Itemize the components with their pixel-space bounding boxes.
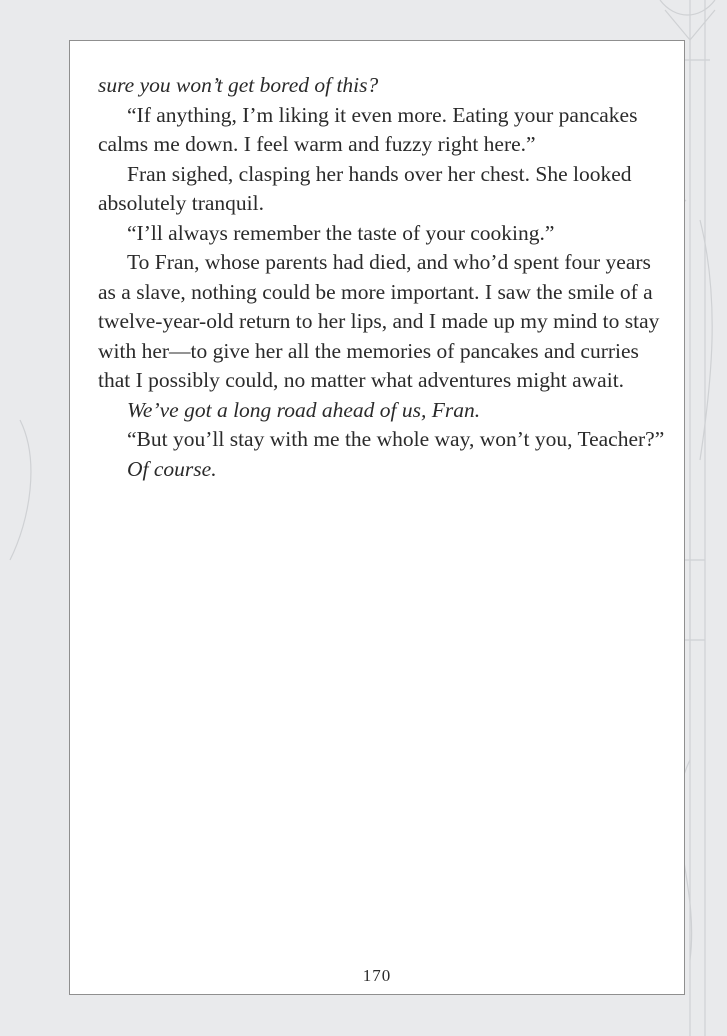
paragraph: We’ve got a long road ahead of us, Fran. <box>127 397 481 422</box>
paragraph: “But you’ll stay with me the whole way, won’t you, Teacher?” <box>127 427 665 451</box>
page-number: 170 <box>362 966 392 985</box>
paragraph: “I’ll always remember the taste of your cooking.” <box>127 220 555 245</box>
paragraph: To Fran, whose parents had died, and who’d spent four years as a slave, nothing could be more important. I saw the smile of a twelve-year-old return to her lips, and I made up my mind to stay with her—to give her all the memories of pancakes and curries that I possibly could, no matter what adventures might await. <box>98 250 660 392</box>
page-text <box>98 71 670 484</box>
book-page <box>69 40 685 995</box>
paragraph: “If anything, I’m liking it even more. Eating your pancakes calms me down. I feel warm and fuzzy right here.” <box>98 102 638 156</box>
paragraph: Of course. <box>127 456 217 481</box>
paragraph: sure you won’t get bored of this? <box>98 73 379 97</box>
paragraph: Fran sighed, clasping her hands over her chest. She looked absolutely tranquil. <box>98 161 632 215</box>
